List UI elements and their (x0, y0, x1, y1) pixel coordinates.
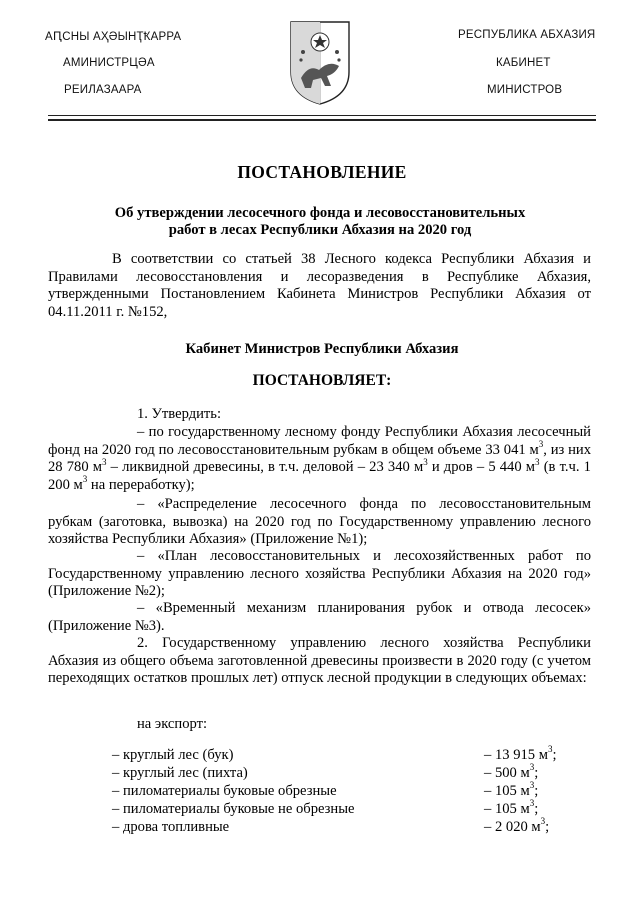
subitem-1-part-d: и дров – 5 440 м (427, 459, 536, 476)
unit-sup: 3 (423, 456, 428, 467)
item-2-paragraph: 2. Государственному управлению лесного хозяйства Республики Абхазия из общего объема заготовленной древесины произвести в 2020 году (с учетом переходящих остатков прошлых лет) отпуск лесной продукции в следующих объемах: (48, 635, 591, 687)
subitem-1-part-c: – ликвидной древесины, в т.ч. деловой – 23 340 м (106, 459, 424, 476)
export-label: на экспорт: (137, 716, 208, 732)
header-right-line-1: РЕСПУБЛИКА АБХАЗИЯ (458, 29, 596, 41)
export-row (112, 816, 582, 837)
unit-sup: 3 (82, 474, 88, 485)
unit-sup: 3 (538, 438, 544, 449)
item-1-heading: 1. Утвердить: (137, 406, 222, 422)
export-row (112, 762, 582, 783)
unit-sup: 3 (535, 456, 540, 467)
item-1-subitem-3: – «План лесовосстановительных и лесохозяйственных работ по Государственному управлению лесного хозяйства Республики Абхазия на 2020 год» (Приложение №2); (48, 548, 591, 600)
header-right-line-3: МИНИСТРОВ (487, 84, 563, 96)
item-1-subitem-4: – «Временный механизм планирования рубок и отвода лесосек» (Приложение №3). (48, 600, 591, 634)
document-subject-line-2: работ в лесах Республики Абхазия на 2020 год (168, 222, 472, 238)
header-right-line-2: КАБИНЕТ (496, 57, 551, 69)
export-item-name: – круглый лес (бук) (112, 747, 234, 763)
subitem-1-part-b: , из них 28 780 м (48, 441, 591, 476)
header-left-line-3: РЕИЛАЗААРА (64, 84, 142, 96)
export-item-name: – пиломатериалы буковые не обрезные (112, 801, 355, 817)
export-item-value: – 105 $м^3$; (484, 780, 539, 799)
issuer: Кабинет Министров Республики Абхазия (185, 341, 459, 357)
header-divider-top (48, 115, 596, 116)
document-subject-line-1: Об утверждении лесосечного фонда и лесовосстановительных (114, 205, 526, 221)
subitem-1-part-a: – по государственному лесному фонду Республики Абхазия лесосечный фонд на 2020 год по лесовосстановительным рубкам в общем объеме 33 041 м (48, 424, 591, 458)
document-type: ПОСТАНОВЛЕНИЕ (237, 162, 407, 182)
subitem-1-part-f: на переработку); (87, 477, 195, 494)
preamble-paragraph: В соответствии со статьей 38 Лесного кодекса Республики Абхазия и Правилами лесовосстановления и лесоразведения в Республике Абхазия, утвержденными Постановлением Кабинета Министров Республики Абхазия от 04.11.2011 г. №152, (48, 251, 591, 321)
export-item-value: – 105 $м^3$; (484, 798, 539, 817)
export-item-name: – пиломатериалы буковые обрезные (112, 783, 337, 799)
item-1-subitem-2: – «Распределение лесосечного фонда по лесовосстановительным рубкам (заготовка, вывозка) на 2020 год по Государственному управлению лесного хозяйства Республики Абхазия» (Приложение №1); (48, 496, 591, 548)
unit-sup: 3 (102, 456, 107, 467)
export-item-name: – дрова топливные (112, 819, 230, 835)
header-left-line-1: АԤСНЫ АҲӘЫНҬҞАРРА (45, 31, 182, 43)
export-item-name: – круглый лес (пихта) (112, 765, 248, 781)
subitem-1-part-e: (в т.ч. 1 200 м (48, 459, 591, 494)
header-divider-bottom (48, 119, 596, 121)
export-row (112, 798, 582, 819)
resolution-heading: ПОСТАНОВЛЯЕТ: (252, 372, 392, 389)
export-row (112, 744, 582, 765)
export-item-value: – 13 915 $м^3$; (484, 744, 557, 763)
export-row (112, 780, 582, 801)
export-item-value: – 500 $м^3$; (484, 762, 539, 781)
header-left-line-2: АМИНИСТРЦӘА (63, 57, 155, 69)
coat-of-arms-icon (289, 20, 351, 106)
item-1-subitem-1 (48, 424, 591, 495)
export-item-value: – 2 020 $м^3$; (484, 816, 550, 835)
